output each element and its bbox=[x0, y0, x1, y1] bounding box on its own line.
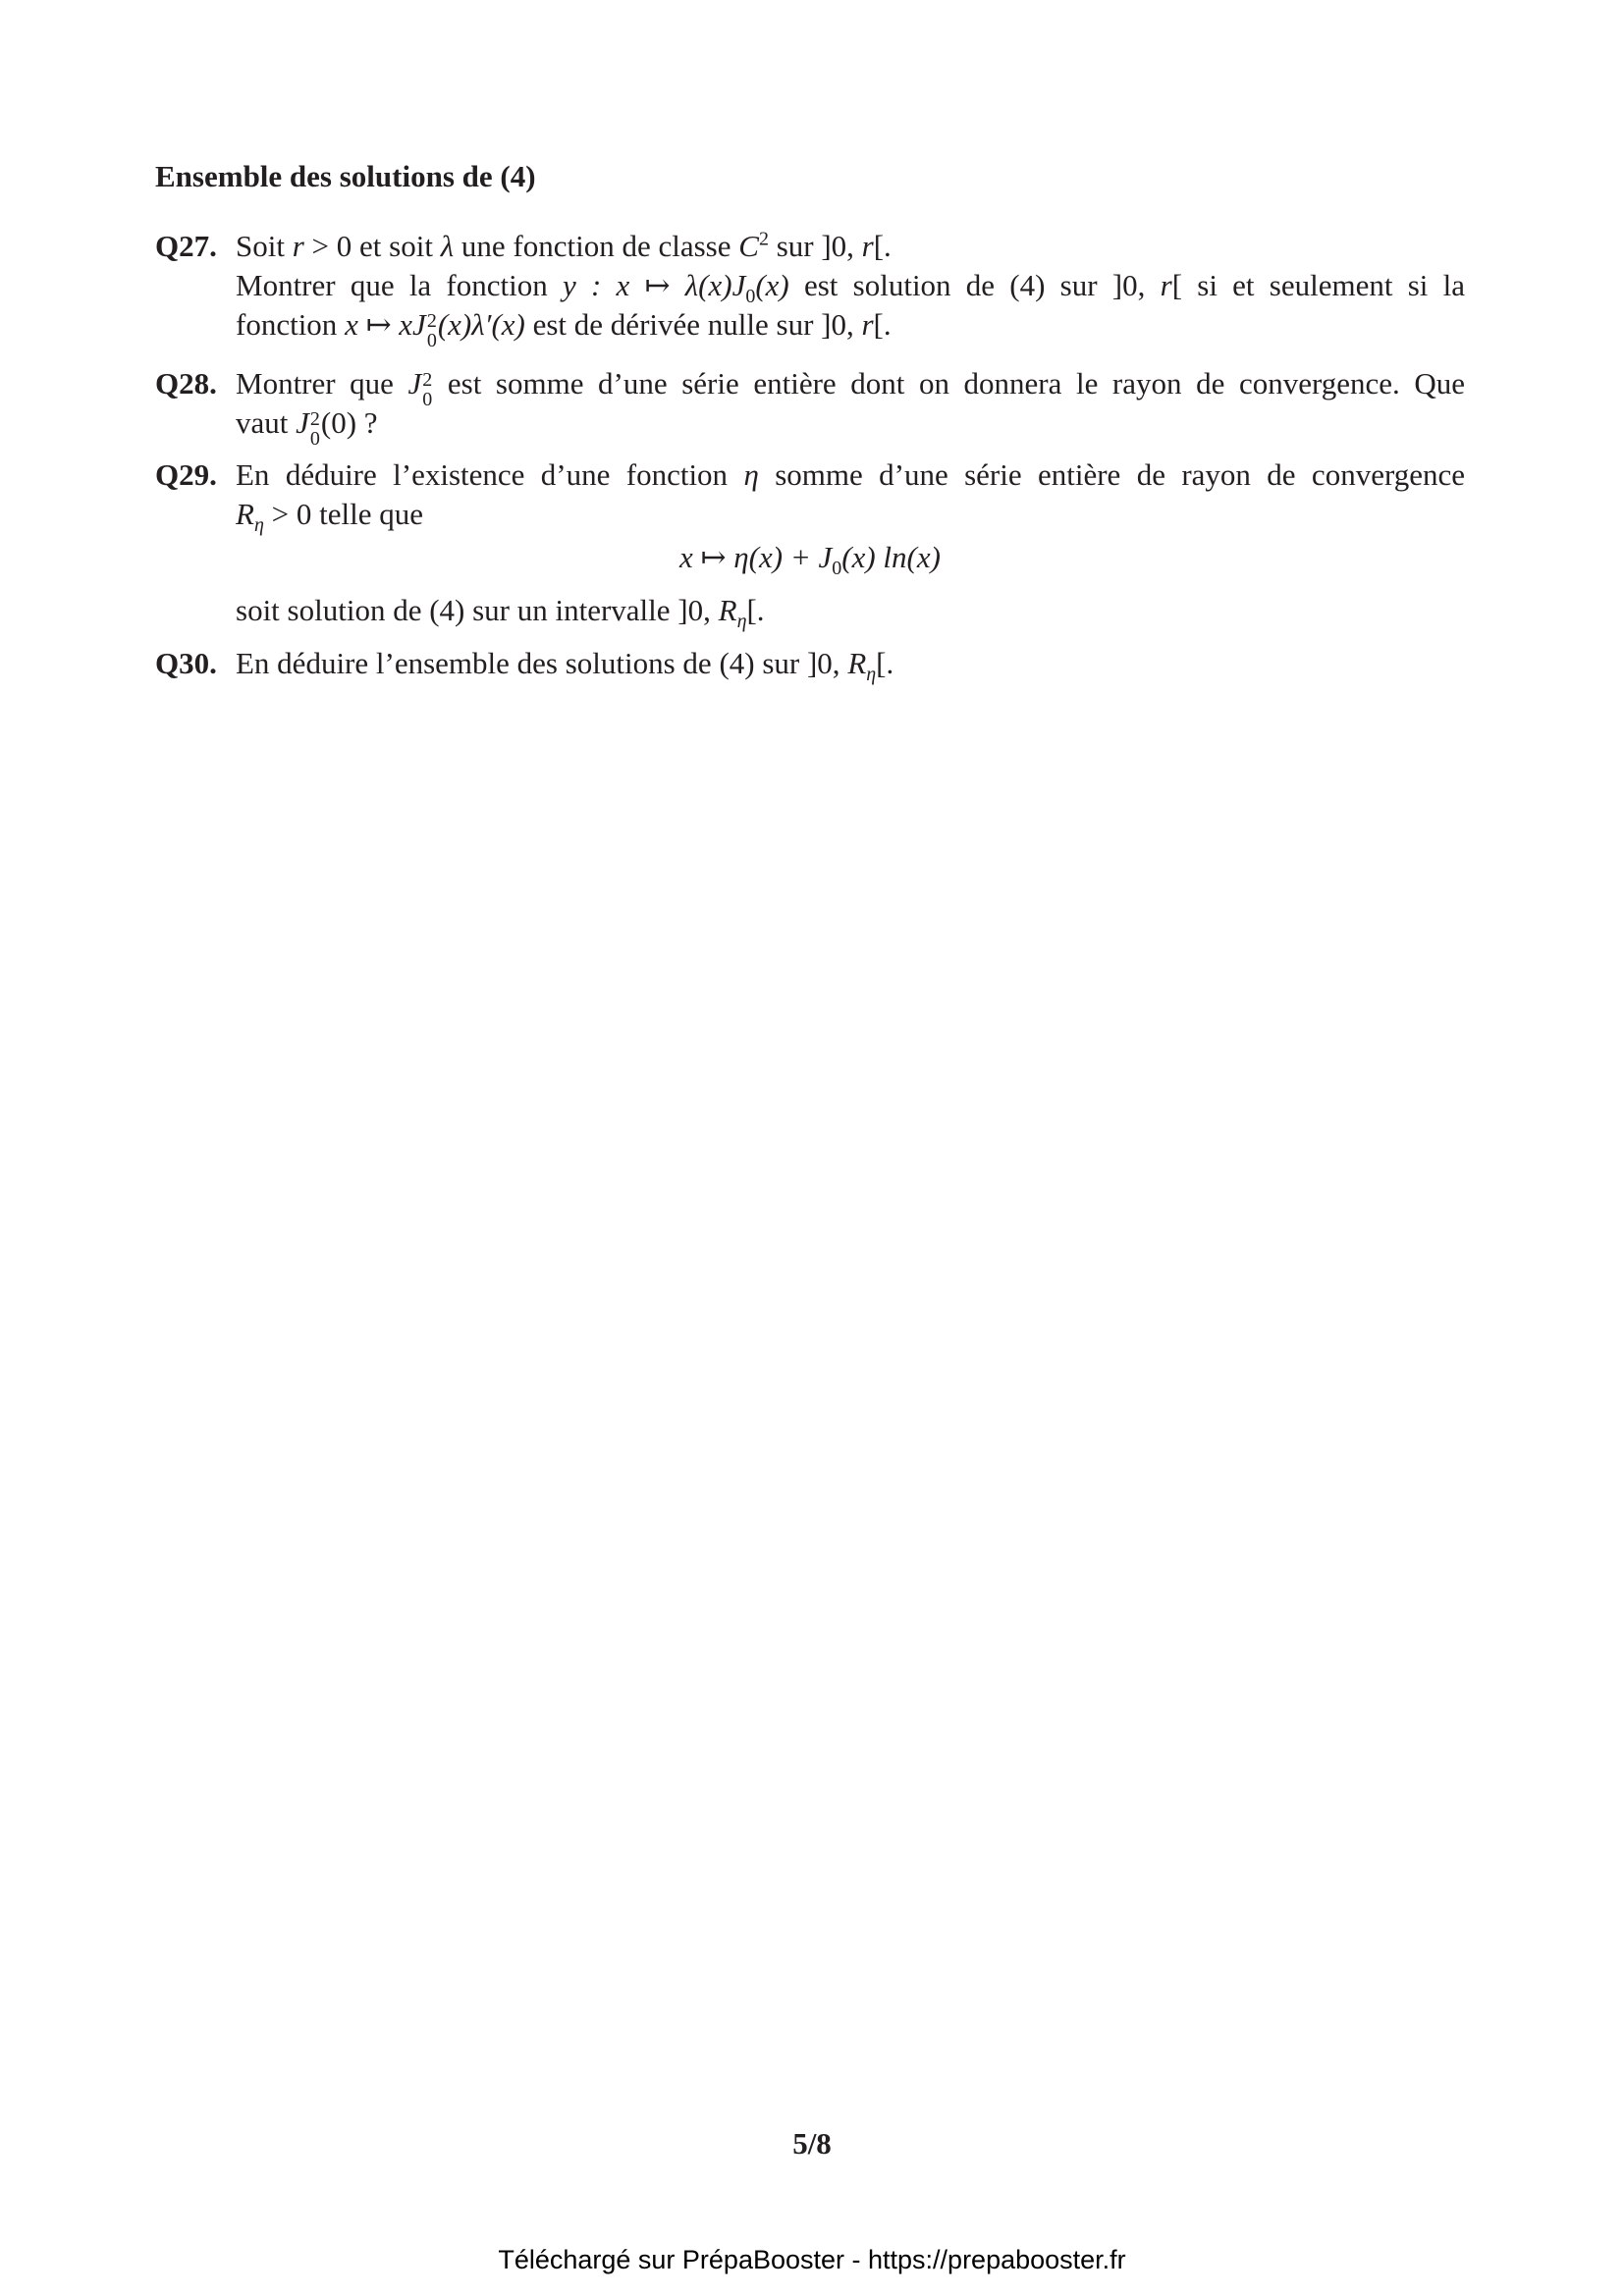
question-label: Q30. bbox=[155, 646, 217, 680]
footer-download-notice: Téléchargé sur PrépaBooster - https://prepabooster.fr bbox=[498, 2245, 1126, 2274]
page-number: 5/8 bbox=[792, 2126, 832, 2161]
q29-line-3: soit solution de (4) sur un intervalle ]0, $R_\eta$[. bbox=[236, 593, 765, 633]
q30-line-1: En déduire l’ensemble des solutions de (4) sur ]0, $R_\eta$[. bbox=[236, 646, 894, 686]
question-body bbox=[236, 644, 1465, 686]
question-label: Q27. bbox=[155, 229, 217, 263]
q27-line-1: Soit r > 0 et soit λ une fonction de classe $C^2$ sur ]0, r[. bbox=[236, 228, 892, 263]
question-q29 bbox=[155, 455, 1465, 633]
question-body bbox=[236, 364, 1465, 450]
question-label: Q29. bbox=[155, 457, 217, 492]
q29-line-1: En déduire l’existence d’une fonction η somme d’une série entière de rayon de convergence bbox=[236, 457, 1465, 492]
q29-line-2: $R_\eta > 0$ telle que bbox=[236, 497, 423, 537]
q27-line-2: Montrer que la fonction y : x ↦ $\lambda(x)J_0(x)$ est solution de (4) sur ]0, r[ si et seulement si la bbox=[236, 268, 1465, 308]
q27-line-3: fonction x ↦ xJ 2 0 (x)λ′(x) est de dérivée nulle sur ]0, r[. bbox=[236, 307, 892, 351]
question-label: Q28. bbox=[155, 366, 217, 400]
q28-line-1: Montrer que J 2 0 est somme d’une série entière dont on donnera le rayon de convergence. Que bbox=[236, 366, 1465, 410]
q29-display-equation: x ↦ $\eta(x) + J_0(x)$ ln(x) bbox=[679, 540, 941, 580]
section-title: Ensemble des solutions de (4) bbox=[155, 159, 536, 193]
question-q28 bbox=[155, 364, 1465, 450]
question-q27 bbox=[155, 227, 1465, 351]
question-body bbox=[236, 455, 1465, 633]
question-q30 bbox=[155, 644, 1465, 686]
q28-line-2: vaut J 2 0 (0) ? bbox=[236, 405, 378, 450]
question-body bbox=[236, 227, 1465, 351]
